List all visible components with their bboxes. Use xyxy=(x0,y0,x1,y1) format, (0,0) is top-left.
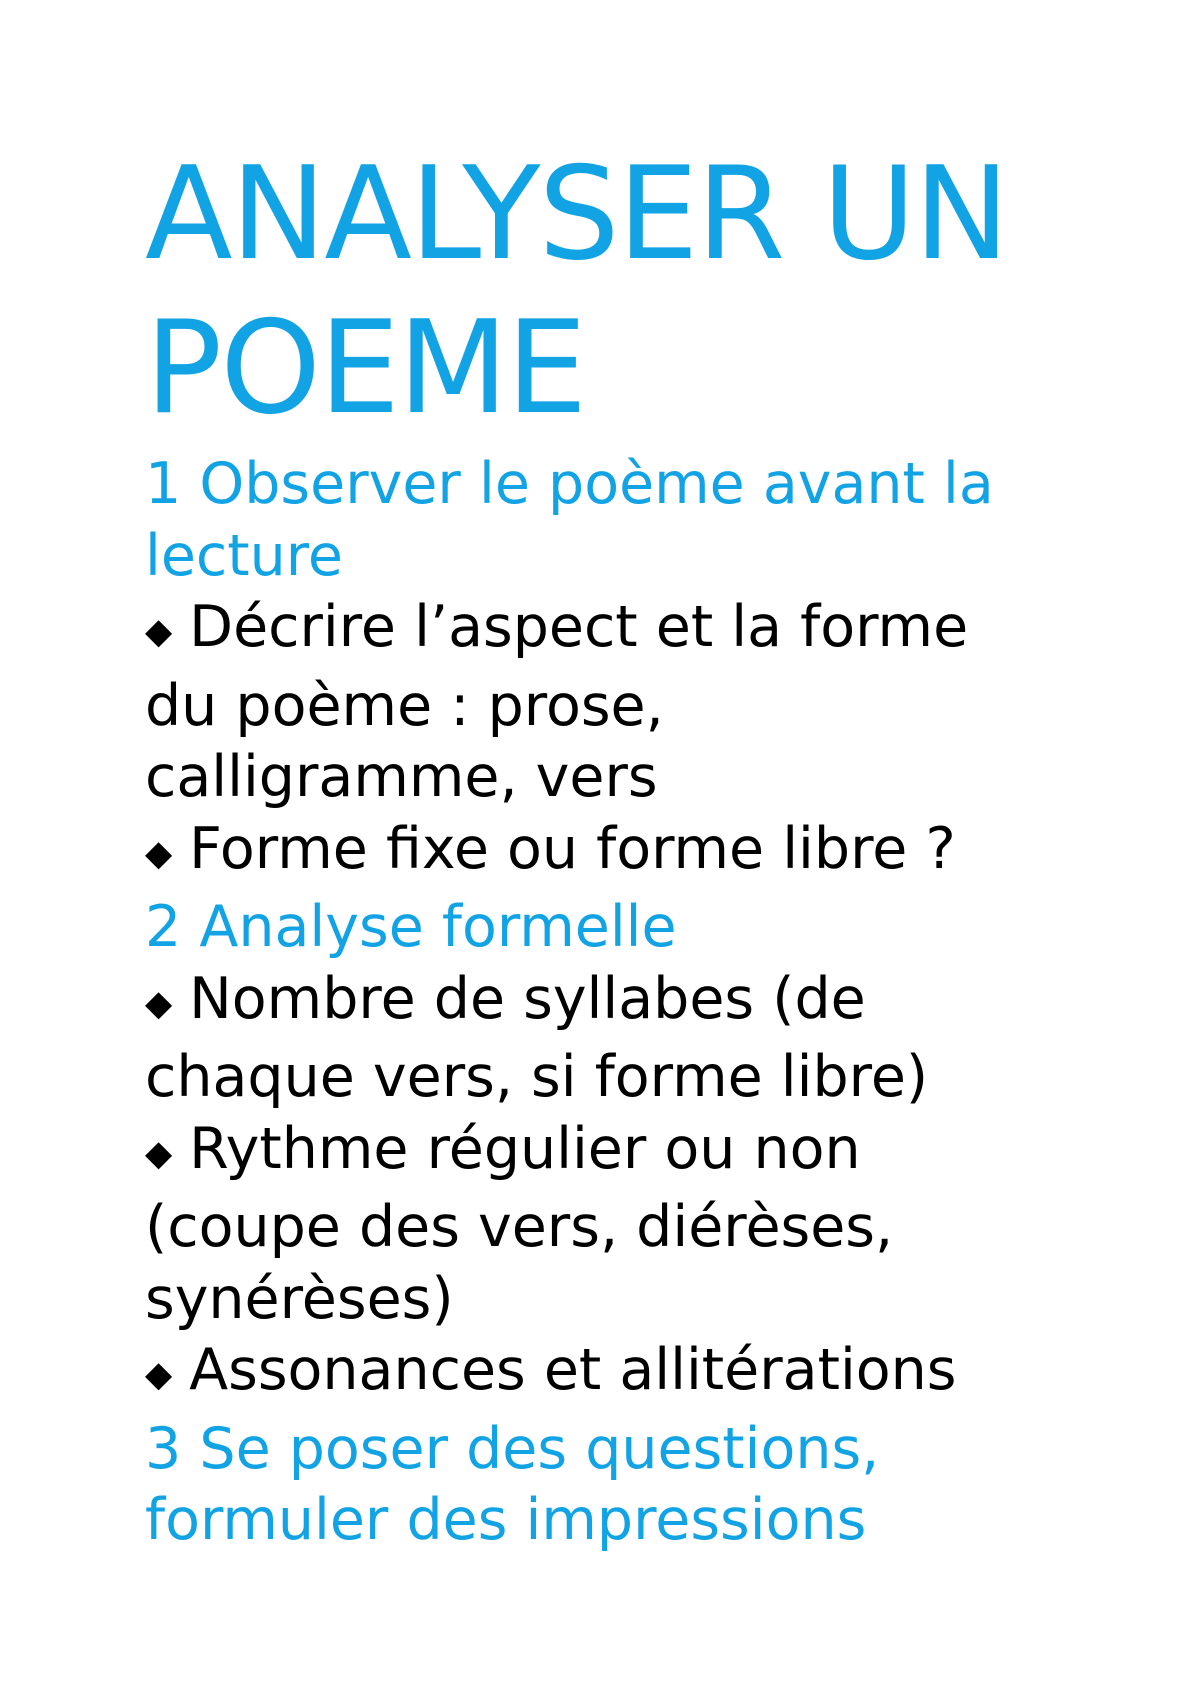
bullet-item-text: Nombre de syllabes (de xyxy=(189,965,866,1032)
document-title-line-1: ANALYSER UN xyxy=(145,140,1008,289)
text-line: du poème : prose, xyxy=(145,672,664,739)
diamond-bullet-icon: ◆ xyxy=(145,611,173,653)
section-heading-line: 1 Observer le poème avant la xyxy=(145,451,994,518)
bullet-item-text: Rythme régulier ou non xyxy=(189,1115,861,1182)
document-title-line-2: POEME xyxy=(145,293,586,443)
diamond-bullet-icon: ◆ xyxy=(145,982,173,1024)
document-body xyxy=(145,449,1140,1557)
bullet-item xyxy=(145,1114,1140,1193)
diamond-bullet-icon: ◆ xyxy=(145,1354,173,1396)
bullet-item-text: Assonances et allitérations xyxy=(189,1337,957,1404)
text-line: chaque vers, si forme libre) xyxy=(145,1044,929,1111)
bullet-item xyxy=(145,814,1140,893)
text-line: calligramme, vers xyxy=(145,744,658,811)
bullet-item xyxy=(145,1335,1140,1414)
section-heading-line: 3 Se poser des questions, xyxy=(145,1415,880,1482)
bullet-item xyxy=(145,964,1140,1043)
section-heading-line: 2 Analyse formelle xyxy=(145,894,677,961)
bullet-item xyxy=(145,592,1140,671)
diamond-bullet-icon: ◆ xyxy=(145,1132,173,1174)
text-line: (coupe des vers, diérèses, xyxy=(145,1194,894,1261)
section-heading-line: lecture xyxy=(145,522,343,589)
bullet-item-text: Décrire l’aspect et la forme xyxy=(189,594,969,661)
text-line: synérèses) xyxy=(145,1265,454,1332)
document-title xyxy=(145,138,1140,445)
section-heading-line: formuler des impressions xyxy=(145,1487,867,1554)
diamond-bullet-icon: ◆ xyxy=(145,832,173,874)
bullet-item-text: Forme fixe ou forme libre ? xyxy=(189,815,956,882)
